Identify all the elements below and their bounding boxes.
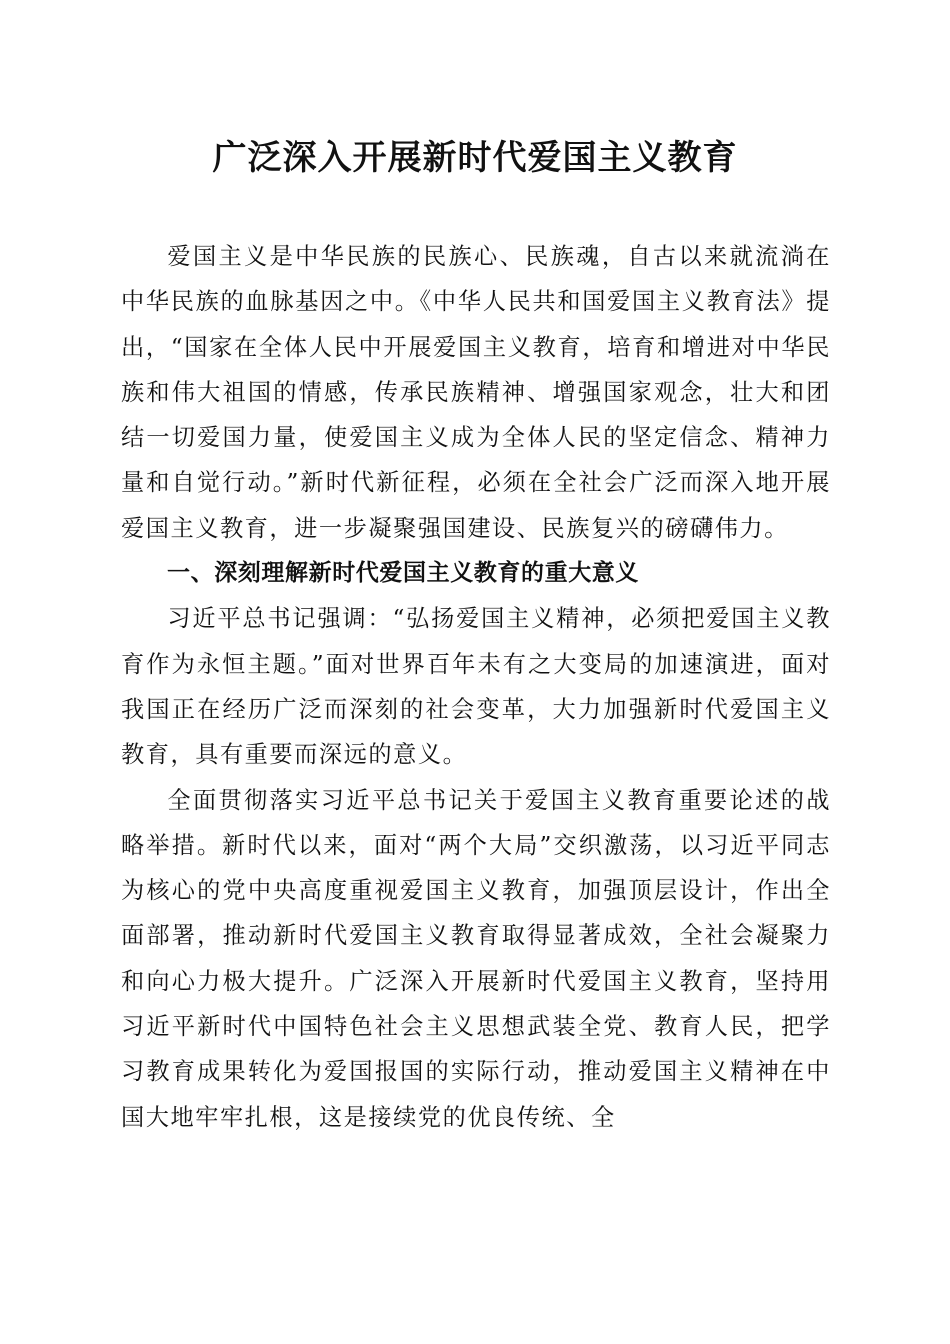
intro-paragraph: 爱国主义是中华民族的民族心、民族魂，自古以来就流淌在中华民族的血脉基因之中。《中华人民共和国爱国主义教育法》提出，“国家在全体人民中开展爱国主义教育，培育和增进对中华民族和伟大祖国的情感，传承民族精神、增强国家观念，壮大和团结一切爱国力量，使爱国主义成为全体人民的坚定信念、精神力量和自觉行动。”新时代新征程，必须在全社会广泛而深入地开展爱国主义教育，进一步凝聚强国建设、民族复兴的磅礴伟力。 [121, 243, 831, 542]
section-paragraph: 习近平总书记强调：“弘扬爱国主义精神，必须把爱国主义教育作为永恒主题。”面对世界百年未有之大变局的加速演进，面对我国正在经历广泛而深刻的社会变革，大力加强新时代爱国主义教育，具有重要而深远的意义。 [121, 605, 831, 769]
section-heading: 一、深刻理解新时代爱国主义教育的重大意义 [167, 560, 639, 587]
document-body [121, 234, 831, 1140]
document-title: 广泛深入开展新时代爱国主义教育 [212, 138, 738, 178]
section-paragraph: 全面贯彻落实习近平总书记关于爱国主义教育重要论述的战略举措。新时代以来，面对“两个大局”交织激荡，以习近平同志为核心的党中央高度重视爱国主义教育，加强顶层设计，作出全面部署，推动新时代爱国主义教育取得显著成效，全社会凝聚力和向心力极大提升。广泛深入开展新时代爱国主义教育，坚持用习近平新时代中国特色社会主义思想武装全党、教育人民，把学习教育成果转化为爱国报国的实际行动，推动爱国主义精神在中国大地牢牢扎根，这是接续党的优良传统、全 [121, 786, 831, 1131]
